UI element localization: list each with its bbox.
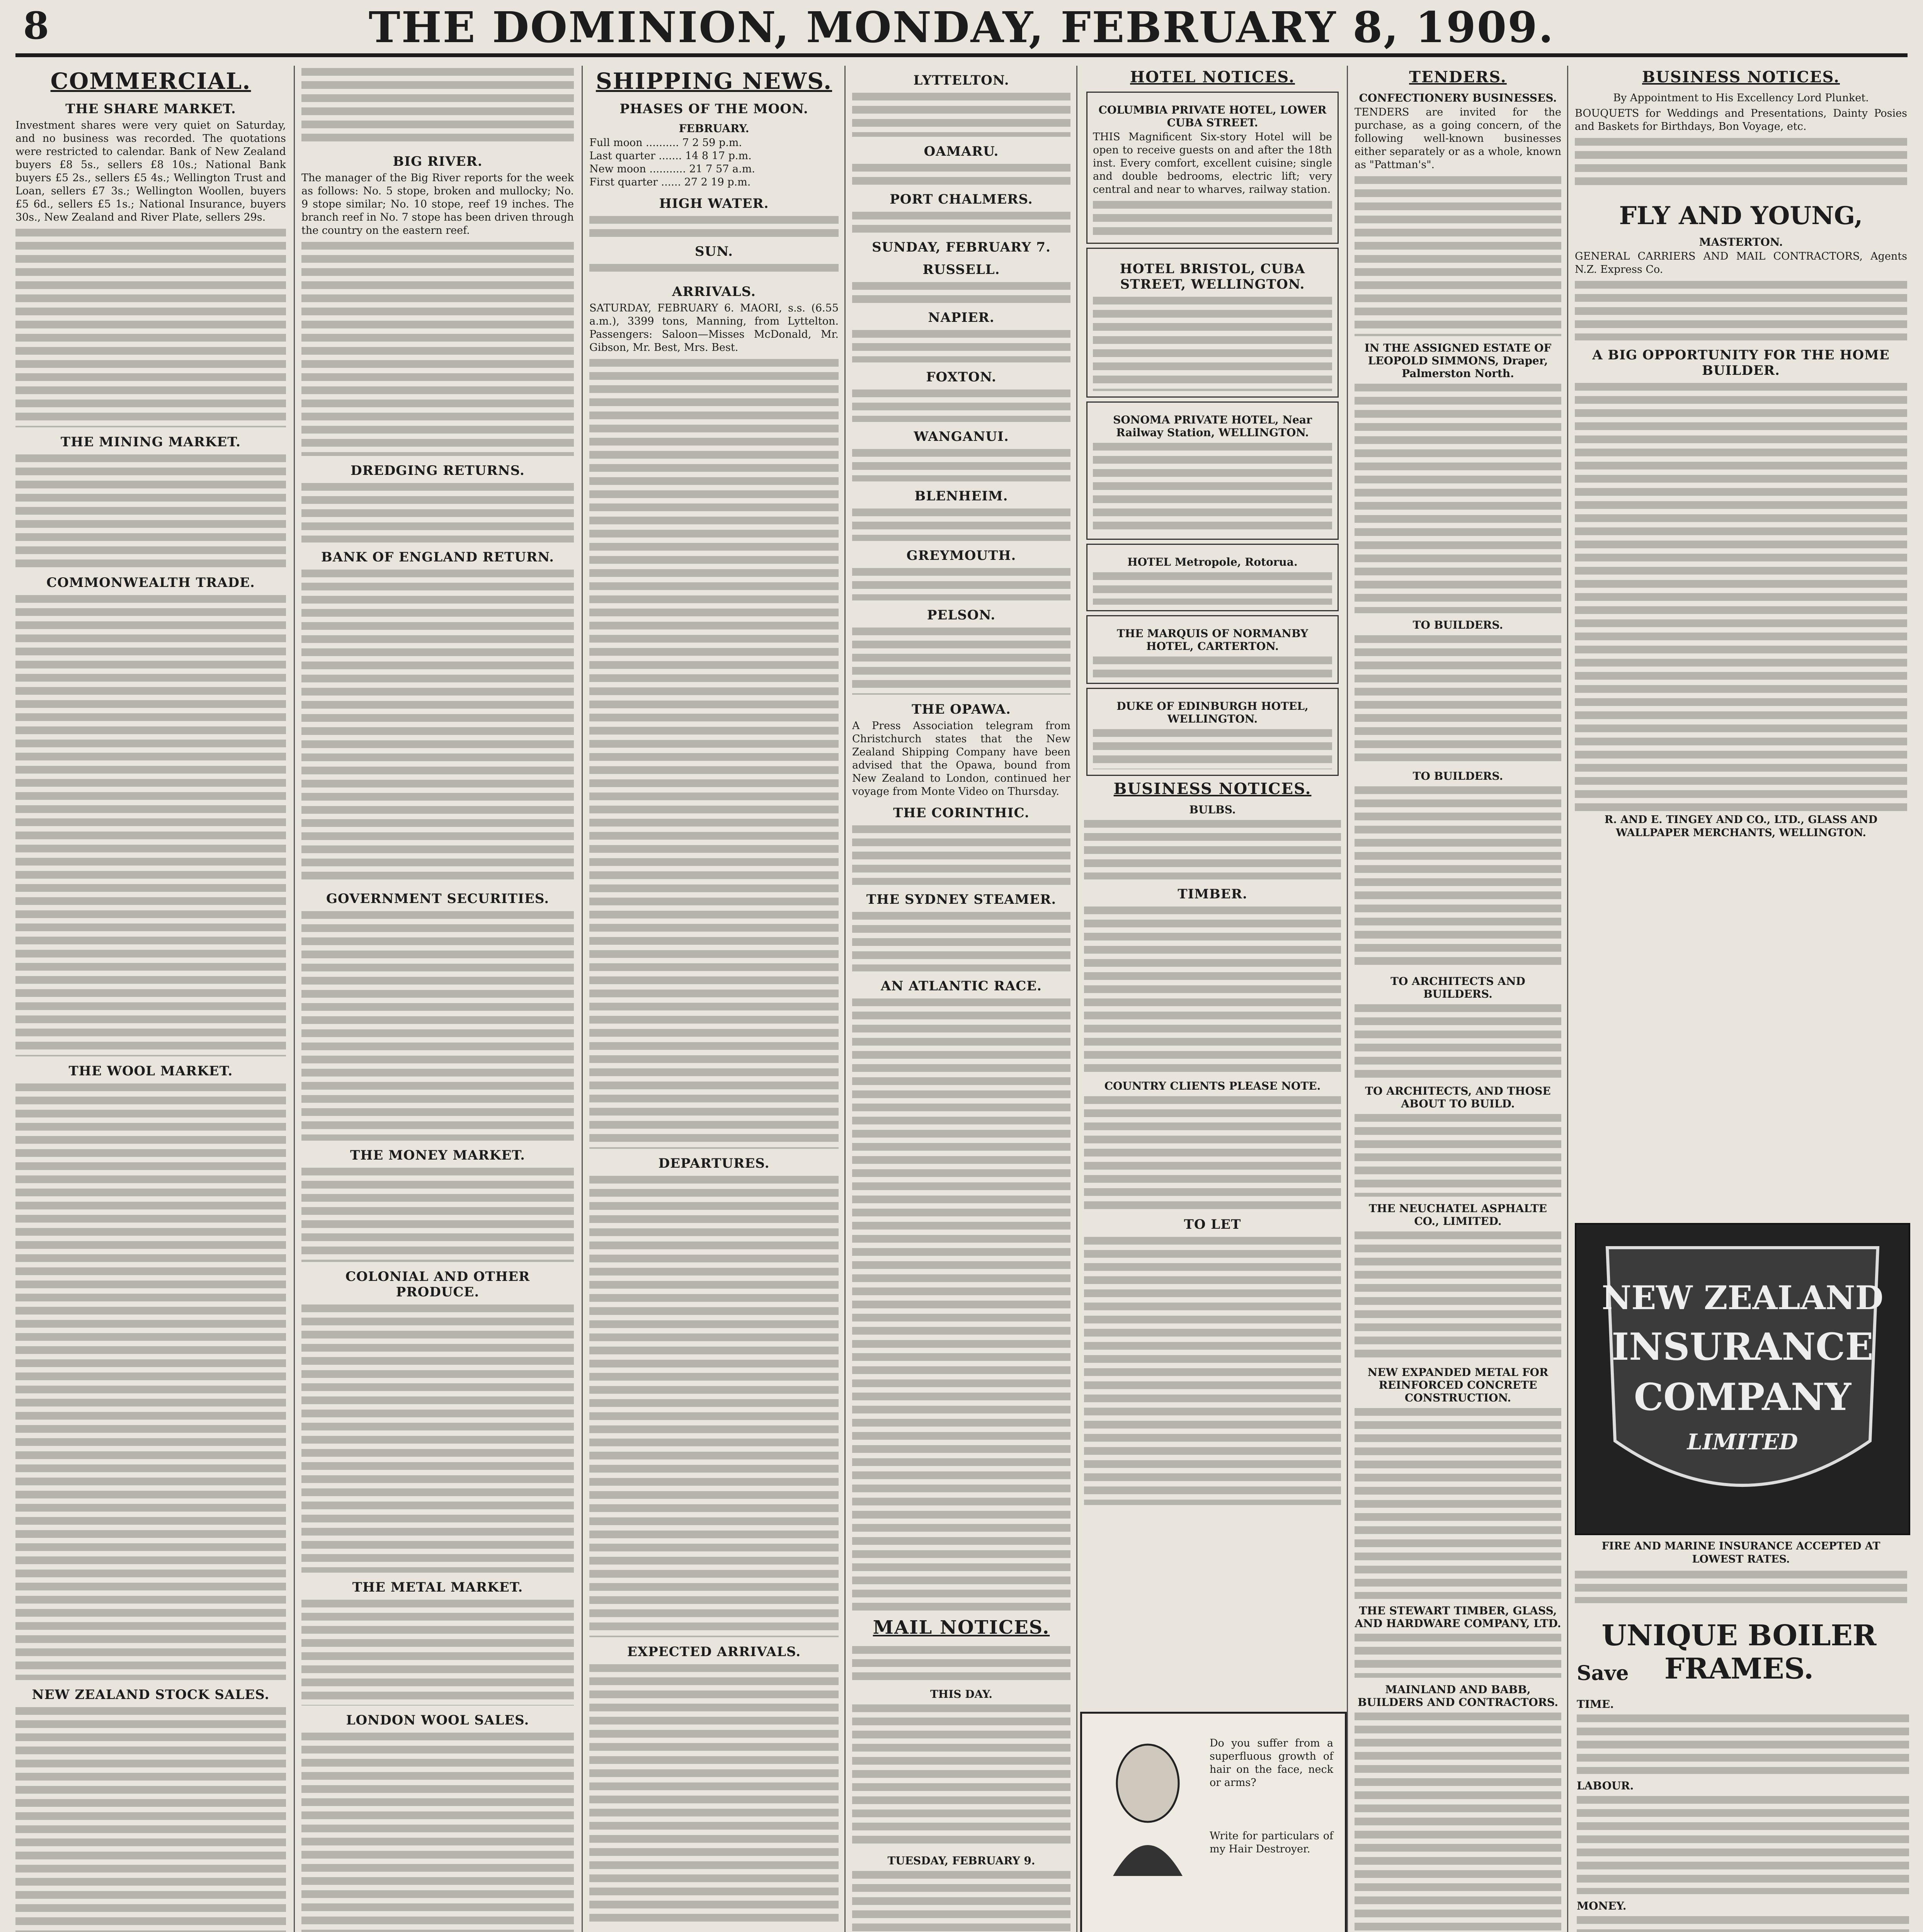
- column-rule: [1076, 66, 1077, 1932]
- text-block: [589, 262, 839, 277]
- text-block: [1355, 1112, 1561, 1197]
- text-block: [852, 387, 1070, 422]
- column-shipping-continued: [852, 66, 1070, 1932]
- advertiser-name: FLY AND YOUNG,: [1619, 201, 1863, 230]
- subheading: SUNDAY, FEBRUARY 7.: [872, 240, 1051, 255]
- article-text: The manager of the Big River reports for the week as follows: No. 5 stope, broken and mullocky; No. 9 stope similar; No. 10 stope, reef 19 inches. The branch reef in No. 7 stope has been driven through the country on the eastern reef.: [301, 172, 574, 236]
- section-title: BUSINESS NOTICES.: [1642, 68, 1840, 86]
- column-business: [1575, 66, 1907, 1209]
- subheading: HIGH WATER.: [659, 196, 769, 211]
- text-block: [589, 1173, 839, 1637]
- subheading: DREDGING RETURNS.: [351, 463, 525, 478]
- hotel-ad: [1086, 92, 1339, 244]
- column-markets: [301, 66, 574, 1932]
- text-block: [301, 66, 574, 147]
- logo-text: NEW ZEALAND: [1601, 1279, 1884, 1317]
- text-block: [1577, 1794, 1909, 1894]
- text-block: [589, 214, 839, 237]
- text-block: [1355, 1002, 1561, 1079]
- section-title: HOTEL NOTICES.: [1130, 68, 1295, 86]
- text-block: [1575, 279, 1907, 340]
- article-text: TENDERS are invited for the purchase, as a going concern, of the following well-known businesses either separately or as a whole, known as "Pattman's".: [1355, 106, 1561, 171]
- logo-text: COMPANY: [1634, 1375, 1852, 1419]
- subheading: LABOUR.: [1577, 1779, 1634, 1792]
- text-block: [1355, 381, 1561, 613]
- text-block: [1355, 1631, 1561, 1678]
- section-title: BUSINESS NOTICES.: [1113, 780, 1312, 798]
- subheading: MAINLAND AND BABB, BUILDERS AND CONTRACTORS.: [1358, 1683, 1558, 1709]
- text-block: [1355, 633, 1561, 764]
- text-block: [1575, 136, 1907, 190]
- text-block: [1093, 199, 1332, 237]
- text-block: [301, 909, 574, 1141]
- text-block: [852, 1869, 1070, 1932]
- text-block: [1355, 1229, 1561, 1361]
- subheading: LONDON WOOL SALES.: [346, 1713, 529, 1728]
- text-block: [1084, 1235, 1341, 1505]
- subheading: RUSSELL.: [922, 262, 1000, 277]
- subheading: THE SYDNEY STEAMER.: [866, 892, 1057, 907]
- ad-text: Do you suffer from a superfluous growth of hair on the face, neck or arms?: [1210, 1737, 1333, 1789]
- column-rule: [1347, 66, 1348, 1932]
- hotel-name: HOTEL BRISTOL, CUBA STREET, WELLINGTON.: [1120, 261, 1305, 292]
- subheading: DEPARTURES.: [658, 1156, 770, 1171]
- text-block: [589, 1662, 839, 1925]
- text-block: [852, 910, 1070, 971]
- insurance-caption: [1575, 1540, 1907, 1603]
- hotel-name: SONOMA PRIVATE HOTEL, Near Railway Station, WELLINGTON.: [1113, 413, 1312, 439]
- subheading: BANK OF ENGLAND RETURN.: [321, 549, 554, 565]
- subheading: BLENHEIM.: [914, 488, 1008, 504]
- subheading: WANGANUI.: [914, 429, 1009, 444]
- hotel-ad: [1086, 688, 1339, 776]
- ad-text: FIRE AND MARINE INSURANCE ACCEPTED AT LOWEST RATES.: [1601, 1540, 1880, 1565]
- text-block: [1084, 1094, 1341, 1210]
- insurance-logo: [1575, 1223, 1910, 1535]
- text-block: [852, 280, 1070, 303]
- subheading: A BIG OPPORTUNITY FOR THE HOME BUILDER.: [1592, 347, 1890, 378]
- logo-text: LIMITED: [1687, 1429, 1798, 1455]
- text-block: [852, 447, 1070, 481]
- hotel-name: COLUMBIA PRIVATE HOTEL, LOWER CUBA STREET.: [1098, 104, 1327, 129]
- text-block: [301, 240, 574, 456]
- text-block: [1575, 1568, 1907, 1603]
- subheading: BULBS.: [1189, 803, 1236, 816]
- moon-line: New moon ........... 21 7 57 a.m.: [589, 163, 755, 175]
- text-block: [1355, 1710, 1561, 1932]
- subheading: BIG RIVER.: [393, 154, 483, 169]
- section-title: MAIL NOTICES.: [873, 1617, 1050, 1638]
- text-block: [852, 506, 1070, 541]
- text-block: [852, 625, 1070, 695]
- subheading: TO ARCHITECTS AND BUILDERS.: [1390, 975, 1525, 1000]
- hotel-ad: [1086, 544, 1339, 611]
- text-block: [1093, 727, 1332, 769]
- hair-destroyer-ad: [1080, 1712, 1347, 1932]
- text-block: [301, 1730, 574, 1932]
- text-block: [852, 566, 1070, 600]
- text-block: [852, 328, 1070, 362]
- article-text: SATURDAY, FEBRUARY 6. MAORI, s.s. (6.55 a.m.), 3399 tons, Manning, from Lyttelton. Passengers: Saloon—Misses McDonald, Mr. Gibson, Mr. Best, Mrs. Best.: [589, 302, 839, 354]
- subheading: THE SHARE MARKET.: [65, 101, 236, 117]
- article-text: BOUQUETS for Weddings and Presentations, Dainty Posies and Baskets for Birthdays, Bon Voyage, etc.: [1575, 107, 1907, 133]
- subheading: TO ARCHITECTS, AND THOSE ABOUT TO BUILD.: [1365, 1085, 1551, 1110]
- subheading: IN THE ASSIGNED ESTATE OF LEOPOLD SIMMONS, Draper, Palmerston North.: [1364, 342, 1552, 380]
- moon-line: First quarter ...... 27 2 19 p.m.: [589, 176, 751, 188]
- subheading: TUESDAY, FEBRUARY 9.: [887, 1854, 1035, 1867]
- hotel-ad: [1086, 248, 1339, 398]
- subheading: THE MONEY MARKET.: [350, 1148, 526, 1163]
- text-block: [852, 1702, 1070, 1849]
- subheading: NAPIER.: [928, 310, 995, 325]
- text-block: [301, 567, 574, 884]
- hotel-name: HOTEL Metropole, Rotorua.: [1127, 556, 1298, 568]
- subheading: PHASES OF THE MOON.: [619, 101, 808, 117]
- moon-line: Full moon .......... 7 2 59 p.m.: [589, 137, 742, 149]
- article-text: GENERAL CARRIERS AND MAIL CONTRACTORS, Agents N.Z. Express Co.: [1575, 250, 1907, 276]
- subheading: THIS DAY.: [930, 1688, 993, 1701]
- subheading: PELSON.: [927, 607, 996, 623]
- column-hotels: [1084, 66, 1341, 1704]
- boiler-save: Save: [1577, 1662, 1629, 1685]
- text-block: [1577, 1914, 1909, 1932]
- hotel-name: DUKE OF EDINBURGH HOTEL, WELLINGTON.: [1116, 700, 1309, 725]
- text-block: [589, 357, 839, 1149]
- page-title: THE DOMINION, MONDAY, FEBRUARY 8, 1909.: [368, 2, 1555, 52]
- subheading: PORT CHALMERS.: [890, 192, 1033, 207]
- masthead-rule: [15, 53, 1908, 57]
- text-block: [301, 1597, 574, 1706]
- column-rule: [844, 66, 846, 1932]
- text-block: [1084, 904, 1341, 1074]
- subheading: THE METAL MARKET.: [352, 1580, 523, 1595]
- text-block: [15, 226, 286, 427]
- text-block: [1093, 654, 1332, 677]
- subheading: TO BUILDERS.: [1412, 770, 1503, 782]
- text-block: [301, 481, 574, 543]
- article-text: THIS Magnificent Six-story Hotel will be open to receive guests on and after the 18th inst. Every comfort, excellent cuisine; single and double bedrooms, electric lift; very central and near to wharves, railway station.: [1093, 131, 1332, 196]
- subheading: NEW EXPANDED METAL FOR REINFORCED CONCRETE CONSTRUCTION.: [1367, 1366, 1549, 1404]
- section-title: TENDERS.: [1409, 68, 1507, 86]
- column-tenders: [1355, 66, 1561, 1932]
- hotel-name: THE MARQUIS OF NORMANBY HOTEL, CARTERTON.: [1117, 627, 1308, 653]
- text-block: [852, 90, 1070, 137]
- text-block: [1084, 818, 1341, 879]
- column-shipping: [589, 66, 839, 1932]
- text-block: [15, 593, 286, 1056]
- subheading: AN ATLANTIC RACE.: [880, 978, 1042, 994]
- text-block: [15, 452, 286, 568]
- text-block: [1093, 294, 1332, 391]
- text-block: [1093, 570, 1332, 605]
- column-rule: [294, 66, 295, 1932]
- text-block: [852, 209, 1070, 233]
- text-block: [301, 1302, 574, 1573]
- subheading: THE MINING MARKET.: [60, 434, 241, 450]
- subheading: GOVERNMENT SECURITIES.: [326, 891, 550, 906]
- text-block: [852, 1644, 1070, 1682]
- text-block: [852, 996, 1070, 1614]
- hotel-ad: [1086, 615, 1339, 684]
- hotel-ad: [1086, 401, 1339, 540]
- subheading: NEW ZEALAND STOCK SALES.: [32, 1687, 270, 1702]
- subheading: FOXTON.: [926, 369, 997, 385]
- masthead: [0, 0, 1923, 54]
- subheading: COUNTRY CLIENTS PLEASE NOTE.: [1104, 1080, 1321, 1092]
- subheading: CONFECTIONERY BUSINESSES.: [1359, 92, 1557, 104]
- article-text: Investment shares were very quiet on Saturday, and no business was recorded. The quotations were restricted to calendar. Bank of New Zealand buyers £8 5s., sellers £8 10s.; National Bank buyers £5 2s., sellers £5 4s.; Wellington Trust and Loan, sellers £7 3s.; Wellington Woollen, buyers £5 6d., sellers £5 1s.; National Insurance, buyers 30s., New Zealand and River Plate, sellers 29s.: [15, 119, 286, 223]
- subheading: TO LET: [1184, 1217, 1241, 1232]
- ad-text: Write for particulars of my Hair Destroyer.: [1210, 1830, 1333, 1855]
- advertiser-town: MASTERTON.: [1699, 236, 1783, 248]
- subheading: OAMARU.: [924, 144, 999, 159]
- column-commercial: [15, 66, 286, 1932]
- column-rule: [582, 66, 583, 1932]
- text-block: [1355, 1406, 1561, 1599]
- subheading: THE WOOL MARKET.: [68, 1063, 233, 1079]
- column-rule: [1567, 66, 1568, 1932]
- page-number: 8: [23, 4, 49, 48]
- text-block: [852, 162, 1070, 185]
- month-label: FEBRUARY.: [679, 122, 749, 135]
- boiler-ad-headline: UNIQUE BOILER FRAMES.: [1601, 1619, 1877, 1685]
- subheading: EXPECTED ARRIVALS.: [627, 1644, 801, 1660]
- advertiser-name: R. AND E. TINGEY AND CO., LTD., GLASS AND WALLPAPER MERCHANTS, WELLINGTON.: [1604, 814, 1878, 839]
- subheading: TO BUILDERS.: [1412, 619, 1503, 631]
- section-title: COMMERCIAL.: [50, 68, 251, 94]
- moon-line: Last quarter ....... 14 8 17 p.m.: [589, 150, 752, 162]
- text-block: [1093, 440, 1332, 533]
- subheading: ARRIVALS.: [672, 284, 756, 299]
- boiler-ad-body: [1577, 1692, 1909, 1932]
- subheading: LYTTELTON.: [913, 73, 1009, 88]
- subheading: SUN.: [695, 244, 733, 259]
- royal-warrant: By Appointment to His Excellency Lord Plunket.: [1613, 92, 1869, 104]
- text-block: [15, 1081, 286, 1680]
- subheading: TIME.: [1577, 1698, 1614, 1711]
- text-block: [301, 1165, 574, 1262]
- text-block: [1577, 1712, 1909, 1774]
- portrait-illustration: [1098, 1737, 1198, 1876]
- subheading: THE CORINTHIC.: [893, 805, 1030, 821]
- subheading: GREYMOUTH.: [906, 548, 1016, 563]
- subheading: COMMONWEALTH TRADE.: [46, 575, 255, 590]
- subheading: THE STEWART TIMBER, GLASS, AND HARDWARE COMPANY, LTD.: [1355, 1604, 1561, 1630]
- subheading: THE OPAWA.: [912, 702, 1011, 717]
- text-block: [1355, 784, 1561, 969]
- text-block: [1355, 174, 1561, 336]
- section-title: SHIPPING NEWS.: [596, 68, 832, 94]
- subheading: THE NEUCHATEL ASPHALTE CO., LIMITED.: [1368, 1202, 1547, 1228]
- logo-text: INSURANCE: [1612, 1325, 1874, 1369]
- subheading: TIMBER.: [1178, 886, 1247, 902]
- text-block: [15, 1705, 286, 1932]
- article-text: A Press Association telegram from Christchurch states that the New Zealand Shipping Company have been advised that the Opawa, bound from New Zealand to London, continued her voyage from Monte Video on Thursday.: [852, 720, 1070, 798]
- subheading: MONEY.: [1577, 1900, 1627, 1912]
- text-block: [1575, 381, 1907, 813]
- subheading: COLONIAL AND OTHER PRODUCE.: [345, 1269, 530, 1300]
- text-block: [852, 823, 1070, 885]
